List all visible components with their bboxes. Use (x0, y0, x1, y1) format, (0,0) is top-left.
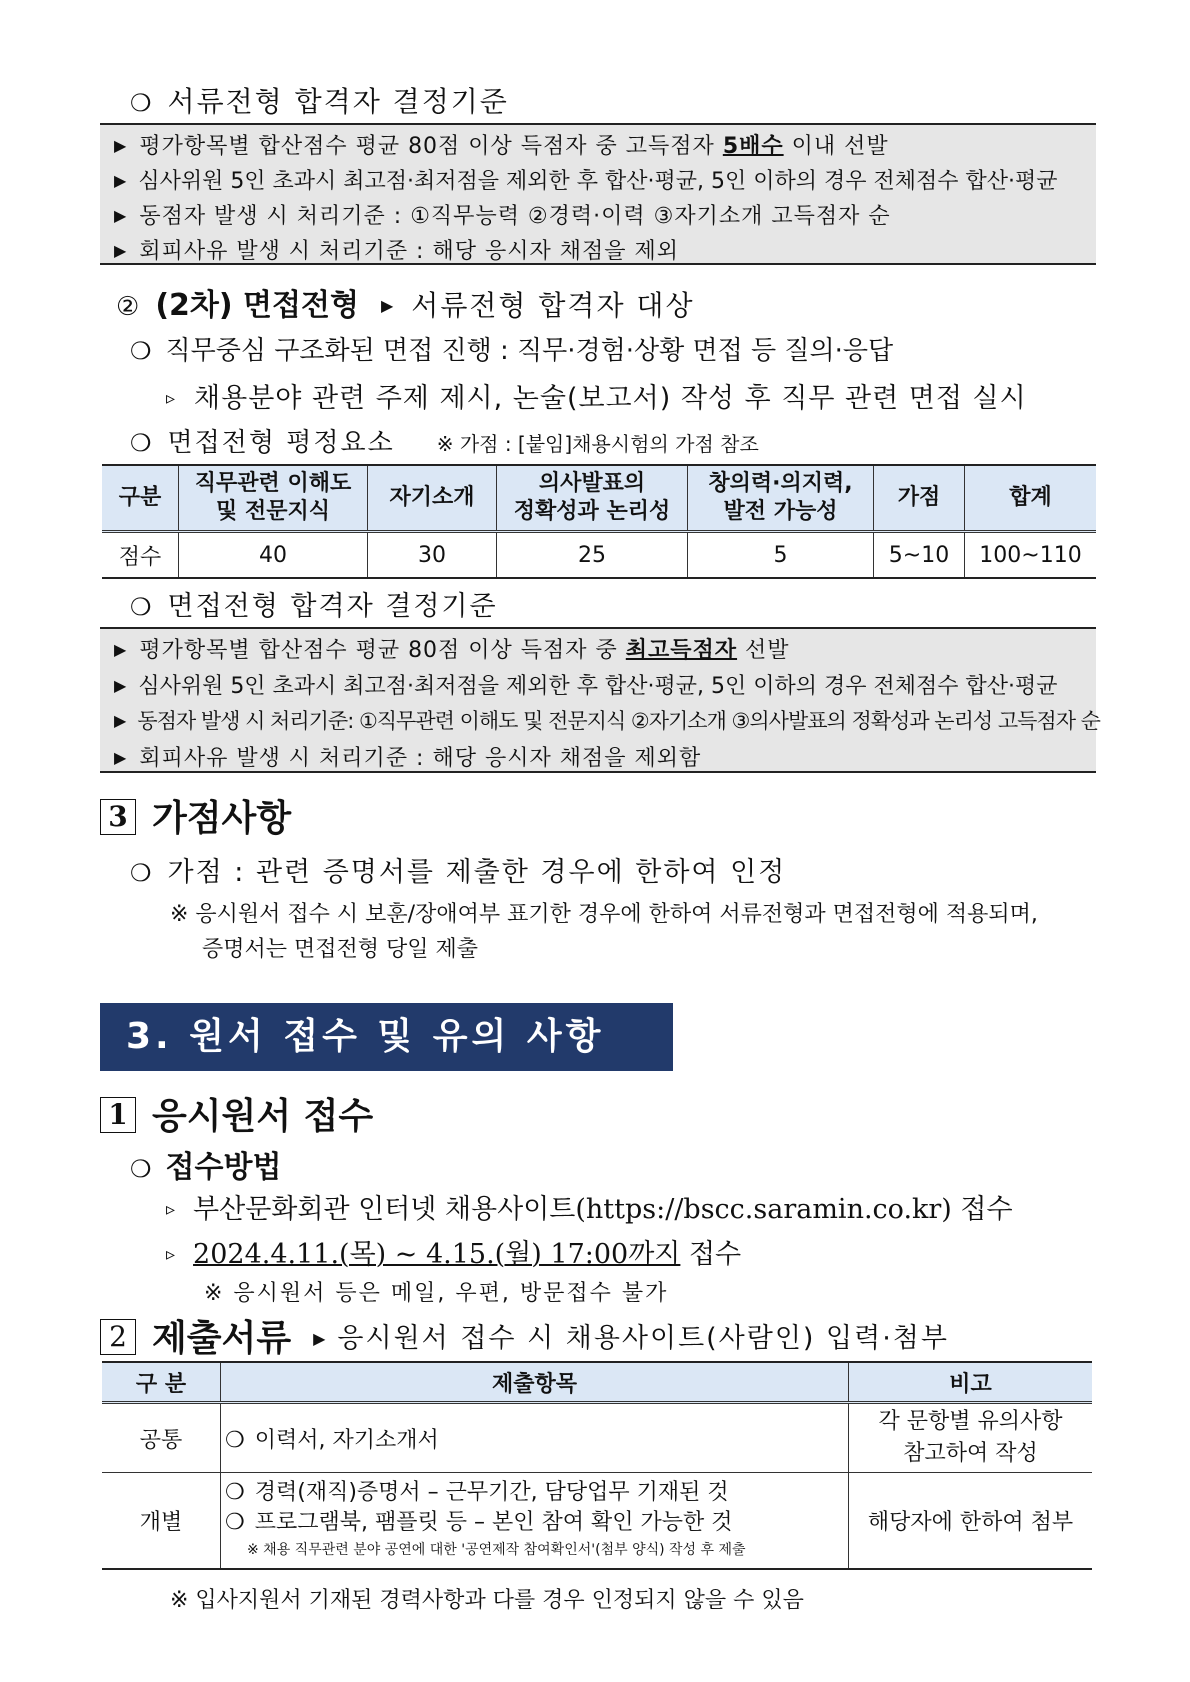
section-banner: 3. 원서 접수 및 유의 사항 (100, 1003, 673, 1071)
interview-criteria-heading: ❍ 면접전형 합격자 결정기준 (130, 591, 498, 622)
criteria-row: ▶ 회피사유 발생 시 처리기준 : 해당 응시자 채점을 제외함 (114, 746, 702, 771)
score-header: 구분 (102, 465, 179, 532)
criteria-row: ▶ 동점자 발생 시 처리기준 : ①직무능력 ②경력·이력 ③자기소개 고득점자 순 (114, 204, 891, 229)
triangle-outline-icon: ▹ (166, 388, 177, 409)
interview-heading: ② (2차) 면접전형 ▶ 서류전형 합격자 대상 (116, 288, 695, 323)
bonus-note2: 증명서는 면접전형 당일 제출 (202, 937, 479, 962)
apply-line3: ※ 응시원서 등은 메일, 우편, 방문접수 불가 (204, 1281, 669, 1306)
criteria-row: ▶ 심사위원 5인 초과시 최고점·최저점을 제외한 후 합산·평균, 5인 이하의 경우 전체점수 합산·평균 (114, 674, 1058, 699)
criteria-row: ▶ 회피사유 발생 시 처리기준 : 해당 응시자 채점을 제외 (114, 239, 679, 264)
interview-criteria-box (100, 627, 1100, 773)
triangle-bullet-icon: ▶ (114, 171, 127, 190)
apply-line2: ▹ 2024.4.11.(목) ~ 4.15.(월) 17:00까지 접수 (166, 1239, 742, 1270)
criteria-row: ▶ 동점자 발생 시 처리기준: ①직무관련 이해도 및 전문지식 ②자기소개 ③의사발표의 정확성과 논리성 고득점자 순 (114, 709, 1100, 733)
triangle-bullet-icon: ▶ (380, 296, 394, 315)
interview-item1-sub: ▹ 채용분야 관련 주제 제시, 논술(보고서) 작성 후 직무 관련 면접 실시 (166, 383, 1027, 414)
score-cell: 5 (688, 532, 874, 579)
score-header: 가점 (874, 465, 965, 532)
bonus-note1: ※ 응시원서 접수 시 보훈/장애여부 표기한 경우에 한하여 서류전형과 면접전형에 적용되며, (170, 902, 1038, 927)
docs-footer: ※ 입사지원서 기재된 경력사항과 다를 경우 인정되지 않을 수 있음 (170, 1588, 804, 1613)
apply-line1: ▹ 부산문화회관 인터넷 채용사이트(https://bscc.saramin.co.kr) 접수 (166, 1194, 1013, 1225)
score-cell: 25 (497, 532, 688, 579)
bonus-heading: 3 가점사항 (100, 790, 291, 841)
circle-bullet-icon: ❍ (130, 89, 154, 117)
triangle-bullet-icon: ▶ (114, 136, 128, 155)
docs-item: ❍ 이력서, 자기소개서 (221, 1403, 849, 1473)
apply-heading: 1 응시원서 접수 (100, 1088, 373, 1139)
score-header: 합계 (965, 465, 1097, 532)
docs-item: ❍ 경력(재직)증명서 – 근무기간, 담당업무 기재된 것 ❍ 프로그램북, 팸플릿 등 – 본인 참여 확인 가능한 것 ※ 채용 직무관련 분야 공연에 대한 '공연제작 참여확인서'(첨부 양식) 작성 후 제출 (221, 1473, 849, 1569)
triangle-bullet-icon: ▶ (114, 206, 128, 225)
docs-note: 해당자에 한하여 첨부 (849, 1473, 1093, 1569)
score-cell: 30 (368, 532, 497, 579)
docs-header: 구 분 (102, 1362, 221, 1403)
docs-label: 공통 (102, 1403, 221, 1473)
docs-header: 비고 (849, 1362, 1093, 1403)
docs-table (102, 1361, 1092, 1570)
score-table (102, 464, 1096, 579)
apply-method: ❍ 접수방법 (130, 1150, 282, 1185)
doc-criteria-heading: ❍ 서류전형 합격자 결정기준 (130, 85, 509, 118)
score-cell: 100~110 (965, 532, 1097, 579)
docs-note: 각 문항별 유의사항 참고하여 작성 (849, 1403, 1093, 1473)
bonus-item: ❍ 가점 : 관련 증명서를 제출한 경우에 한하여 인정 (130, 857, 787, 888)
docs-heading: 2 제출서류 ▶ 응시원서 접수 시 채용사이트(사람인) 입력·첨부 (100, 1310, 949, 1361)
doc-criteria-box (100, 123, 1096, 265)
docs-label: 개별 (102, 1473, 221, 1569)
score-header: 자기소개 (368, 465, 497, 532)
docs-header: 제출항목 (221, 1362, 849, 1403)
score-header: 직무관련 이해도 및 전문지식 (179, 465, 368, 532)
score-header: 창의력·의지력, 발전 가능성 (688, 465, 874, 532)
criteria-row: ▶ 평가항목별 합산점수 평균 80점 이상 득점자 중 고득점자 5배수 이내 선발 (114, 134, 889, 159)
interview-item1: ❍ 직무중심 구조화된 면접 진행 : 직무·경험·상황 면접 등 질의·응답 (130, 336, 894, 366)
score-header: 의사발표의 정확성과 논리성 (497, 465, 688, 532)
score-cell: 5~10 (874, 532, 965, 579)
interview-item2: ❍ 면접전형 평정요소 ※ 가점 : [붙임]채용시험의 가점 참조 (130, 428, 759, 458)
criteria-row: ▶ 심사위원 5인 초과시 최고점·최저점을 제외한 후 합산·평균, 5인 이하의 경우 전체점수 합산·평균 (114, 169, 1058, 194)
score-cell: 점수 (102, 532, 179, 579)
score-cell: 40 (179, 532, 368, 579)
criteria-row: ▶ 평가항목별 합산점수 평균 80점 이상 득점자 중 최고득점자 선발 (114, 638, 790, 663)
triangle-bullet-icon: ▶ (114, 241, 128, 260)
